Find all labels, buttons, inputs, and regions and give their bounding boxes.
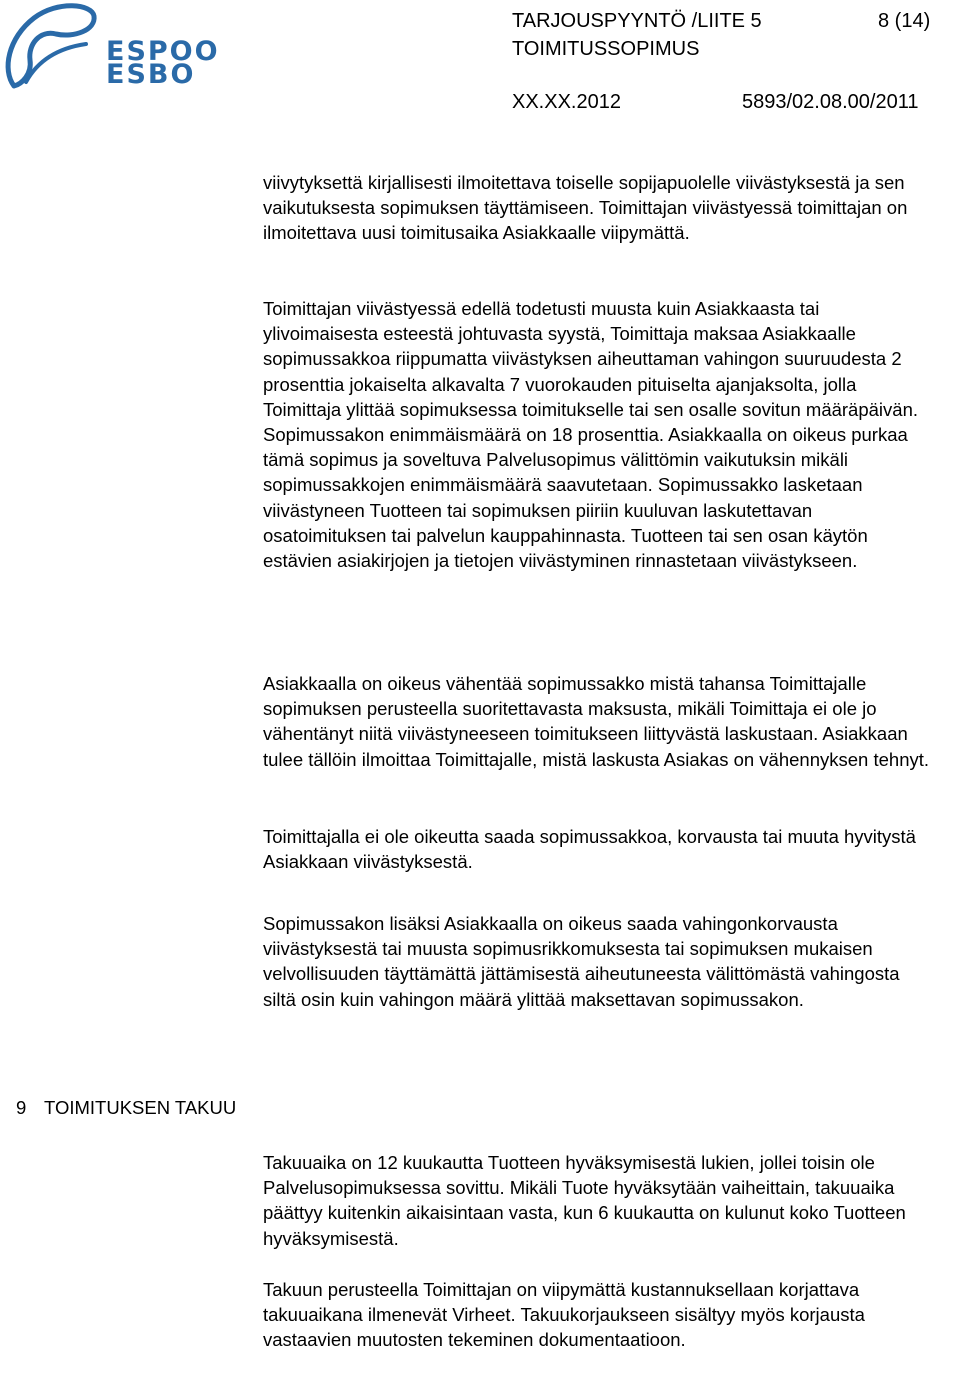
paragraph-text: Sopimussakon lisäksi Asiakkaalla on oikeus saada vahingonkorvausta viivästyksestä tai muusta sopimusrikkomuksesta tai sopimuksen mukaisen velvollisuuden täyttämättä jättämisestä aiheutuneesta välittömästä vahingosta siltä osin kuin vahingon määrä ylittää maksettavan sopimussakon. [263, 913, 900, 1010]
document-date: XX.XX.2012 [512, 91, 621, 113]
paragraph-text: Asiakkaalla on oikeus vähentää sopimussakko mistä tahansa Toimittajalle sopimuksen perusteella suoritettavasta maksusta, mikäli Toimittaja ei ole jo vähentänyt niitä viivästyneeseen toimitukseen liittyvästä laskustaan. Asiakkaan tulee tällöin ilmoittaa Toimittajalle, mistä laskusta Asiakas on vähennyksen tehnyt. [263, 673, 930, 770]
document-title-line1: TARJOUSPYYNTÖ /LIITE 5 [512, 10, 762, 32]
document-title-line2: TOIMITUSSOPIMUS [512, 38, 700, 60]
paragraph-text: Toimittajan viivästyessä edellä todetusti muusta kuin Asiakkaasta tai ylivoimaisesta esteestä johtuvasta syystä, Toimittaja maksaa Asiakkaalle sopimussakkoa riippumatta viivästyksen aiheuttaman vahingon suuruudesta 2 prosenttia jokaiselta alkavalta 7 vuorokauden pituiselta ajanjaksolta, jolla Toimittaja ylittää sopimuksessa toimitukselle tai sen osalle sovitun määräpäivän. Sopimussakon enimmäismäärä on 18 prosenttia. Asiakkaalla on oikeus purkaa tämä sopimus ja soveltuva Palvelusopimus välittömin vaikutuksin mikäli sopimussakkojen enimmäismäärä saavutetaan. Sopimussakko lasketaan viivästyneen Tuotteen tai sopimuksen piiriin kuuluvan laskutettavan osatoimituksen tai palvelun kauppahinnasta. Tuotteen tai sen osan käytön estävien asiakirjojen ja tietojen viivästyminen rinnastetaan viivästykseen. [263, 298, 918, 572]
paragraph-damages [263, 911, 933, 1012]
section-title: TOIMITUKSEN TAKUU [44, 1097, 237, 1118]
paragraph-penalty [263, 296, 933, 573]
paragraph-notification [263, 170, 933, 246]
espoo-esbo-logo [0, 0, 220, 90]
page-number: 8 (14) [878, 10, 931, 32]
logo-word-esbo: ESBO [106, 59, 196, 90]
paragraph-deduction [263, 671, 933, 772]
paragraph-text: viivytyksettä kirjallisesti ilmoitettava toiselle sopijapuolelle viivästyksestä ja sen vaikutuksesta sopimuksen täyttämiseen. Toimittajan viivästyessä toimittajan on ilmoitettava uusi toimitusaika Asiakkaalle viipymättä. [263, 172, 908, 244]
paragraph-text: Takuun perusteella Toimittajan on viipymättä kustannuksellaan korjattava takuuaikana ilmenevät Virheet. Takuukorjaukseen sisältyy myös korjausta vastaavien muutosten tekeminen dokumentaatioon. [263, 1279, 865, 1351]
paragraph-warranty-period [263, 1150, 933, 1251]
document-reference: 5893/02.08.00/2011 [742, 91, 919, 113]
paragraph-warranty-repairs [263, 1277, 933, 1353]
paragraph-supplier-no-right [263, 824, 933, 874]
paragraph-text: Toimittajalla ei ole oikeutta saada sopimussakkoa, korvausta tai muuta hyvitystä Asiakkaan viivästyksestä. [263, 826, 916, 873]
paragraph-text: Takuuaika on 12 kuukautta Tuotteen hyväksymisestä lukien, jollei toisin ole Palvelusopimuksessa sovittu. Mikäli Tuote hyväksytään vaiheittain, takuuaika päättyy kuitenkin aikaisintaan vasta, kun 6 kuukautta on kulunut koko Tuotteen hyväksymisestä. [263, 1152, 906, 1249]
logo-word-espoo: ESPOO [106, 36, 220, 67]
espoo-logo-swirl-icon [0, 0, 100, 90]
section-heading [16, 1095, 236, 1120]
section-number: 9 [16, 1097, 27, 1118]
